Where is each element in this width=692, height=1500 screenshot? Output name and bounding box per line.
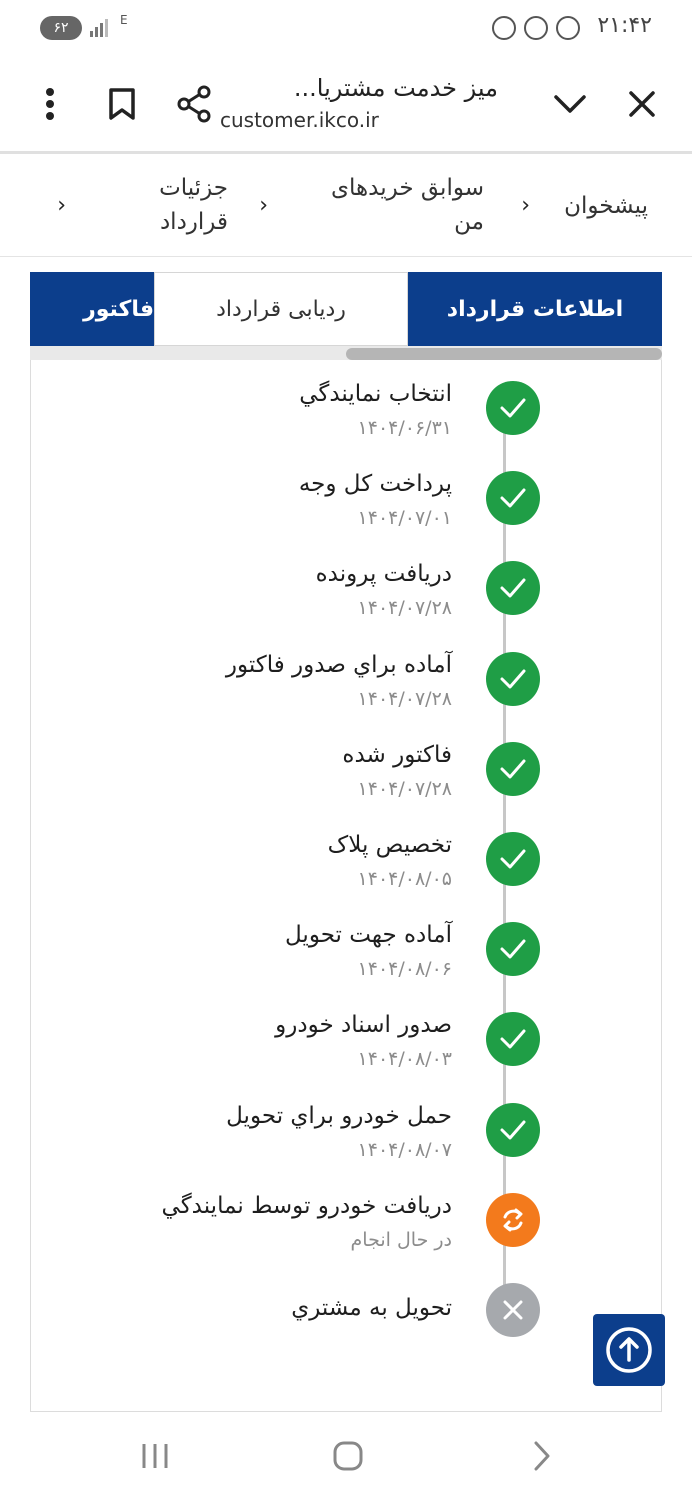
step-date: ۱۴۰۴/۰۸/۰۷ [357,1139,452,1161]
check-icon [498,937,528,961]
timeline-step [100,1283,540,1353]
timeline-step [100,742,540,812]
timeline-step [100,1193,540,1263]
step-title: تخصيص پلاک [327,832,452,858]
timeline-step [100,1103,540,1173]
timeline-step [100,561,540,631]
tab-invoice-label: فاکتور [83,296,154,322]
timeline-step [100,922,540,992]
step-status-done [486,742,540,796]
status-bar [0,0,692,58]
step-title: پرداخت كل وجه [298,471,452,497]
timeline-step [100,1012,540,1082]
step-date: ۱۴۰۴/۰۸/۰۵ [357,868,452,890]
step-date: ۱۴۰۴/۰۷/۰۱ [357,507,452,529]
tab-scrollbar-thumb[interactable] [346,348,662,360]
notification-icon [556,16,580,40]
step-status-done [486,922,540,976]
timeline-step [100,381,540,451]
check-icon [498,757,528,781]
step-status-done [486,1012,540,1066]
breadcrumb-item-dashboard[interactable]: پیشخوان [564,193,648,219]
network-type: E [120,13,128,27]
more-menu-button[interactable] [22,76,78,132]
step-status-done [486,652,540,706]
expand-button[interactable] [542,76,598,132]
step-title: آماده براي صدور فاكتور [225,652,452,678]
notification-icon [492,16,516,40]
recent-apps-icon [140,1442,170,1470]
breadcrumb-item-purchases[interactable]: سوابق خریدهای من [331,175,484,235]
check-icon [498,1118,528,1142]
recent-apps-button[interactable] [133,1434,177,1478]
notification-icons [492,16,580,40]
step-title: انتخاب نمايندگي [299,381,452,407]
chevron-right-icon [532,1441,552,1471]
notification-icon [524,16,548,40]
bookmark-icon [108,87,136,121]
step-status-done [486,1103,540,1157]
step-status-done [486,471,540,525]
page-url[interactable]: customer.ikco.ir [220,108,379,132]
check-icon [498,1027,528,1051]
step-title: دريافت خودرو توسط نمايندگي [161,1193,452,1219]
check-icon [498,576,528,600]
close-icon [628,90,656,118]
battery-indicator: ۶۲ [40,16,82,40]
chevron-down-icon [553,94,587,114]
step-date: ۱۴۰۴/۰۷/۲۸ [357,778,452,800]
close-icon [502,1299,524,1321]
step-date: در حال انجام [350,1229,452,1251]
step-date: ۱۴۰۴/۰۷/۲۸ [357,597,452,619]
scroll-to-top-button[interactable] [593,1314,665,1386]
check-icon [498,667,528,691]
step-title: تحويل به مشتري [291,1295,452,1321]
back-button[interactable] [520,1434,564,1478]
clock: ۲۱:۴۲ [597,13,652,38]
tab-bar [30,272,662,346]
more-vert-icon [45,87,55,121]
bookmark-button[interactable] [94,76,150,132]
step-title: دريافت پرونده [315,561,452,587]
step-title: صدور اسناد خودرو [275,1012,452,1038]
check-icon [498,486,528,510]
step-date: ۱۴۰۴/۰۶/۳۱ [357,417,452,439]
home-icon [333,1441,363,1471]
step-date: ۱۴۰۴/۰۷/۲۸ [357,688,452,710]
step-title: حمل خودرو براي تحويل [226,1103,452,1129]
step-title: آماده جهت تحويل [285,922,452,948]
tab-contract-tracking[interactable]: ردیابی قرارداد [154,272,408,346]
chevron-left-icon: ‹ [259,193,268,218]
timeline-step [100,832,540,902]
home-button[interactable] [326,1434,370,1478]
timeline-step [100,471,540,541]
breadcrumb [0,155,692,257]
check-icon [498,396,528,420]
tab-invoice[interactable] [30,272,154,346]
chevron-left-icon: ‹ [57,193,66,218]
step-title: فاكتور شده [342,742,452,768]
step-date: ۱۴۰۴/۰۸/۰۳ [357,1048,452,1070]
check-icon [498,847,528,871]
breadcrumb-item-contract-details: جزئیات قرارداد [159,175,228,235]
close-tab-button[interactable] [614,76,670,132]
step-date: ۱۴۰۴/۰۸/۰۶ [357,958,452,980]
chevron-left-icon: ‹ [521,193,530,218]
step-status-in-progress [486,1193,540,1247]
tab-contract-info[interactable]: اطلاعات قرارداد [408,272,662,346]
arrow-up-circle-icon [604,1325,654,1375]
refresh-icon [498,1205,528,1235]
step-status-done [486,561,540,615]
browser-toolbar [0,58,692,154]
page-title: میز خدمت مشتریا... [293,74,498,102]
step-status-done [486,832,540,886]
timeline-step [100,652,540,722]
signal-icon [90,17,112,37]
system-nav-bar [0,1412,692,1500]
step-status-pending [486,1283,540,1337]
step-status-done [486,381,540,435]
